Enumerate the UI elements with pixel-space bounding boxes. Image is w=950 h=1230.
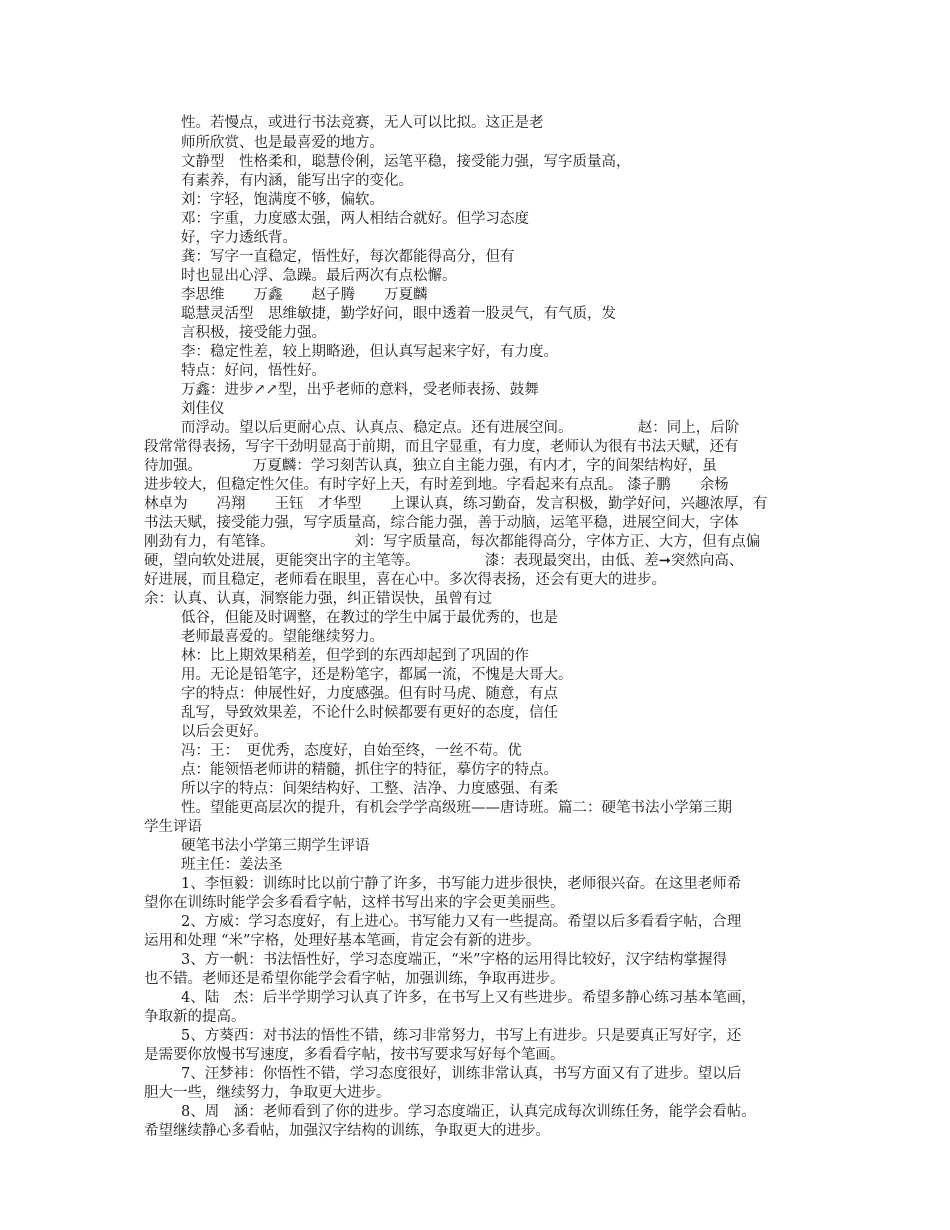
text-line: 4、陆 杰：后半学期学习认真了许多，在书写上又有些进步。希望多静心练习基本笔画， xyxy=(181,990,756,1006)
text-line: 待加强。 万夏麟：学习刻苦认真，独立自主能力强，有内才，字的间架结构好，虽 xyxy=(144,458,717,474)
text-line: 1、李恒毅：训练时比以前宁静了许多，书写能力进步很快，老师很兴奋。在这里老师希 xyxy=(181,876,742,892)
text-line: 好进展，而且稳定，老师看在眼里，喜在心中。多次得表扬，还会有更大的进步。 xyxy=(144,572,666,588)
text-line: 班主任：姜法圣 xyxy=(181,857,283,873)
text-line: 点：能领悟老师讲的精髓，抓住字的特征，摹仿字的特点。 xyxy=(181,762,558,778)
text-line: 刚劲有力，有笔锋。 刘：写字质量高，每次都能得高分，字体方正、大方，但有点偏 xyxy=(144,534,761,550)
text-line: 硬笔书法小学第三期学生评语 xyxy=(181,838,370,854)
text-line: 特点：好问，悟性好。 xyxy=(181,363,326,379)
text-line: 刘：字轻，饱满度不够，偏软。 xyxy=(181,192,384,208)
text-line: 冯：王： 更优秀，态度好，自始至终，一丝不苟。优 xyxy=(181,743,522,759)
text-line: 低谷，但能及时调整，在教过的学生中属于最优秀的，也是 xyxy=(181,610,558,626)
text-line: 李：稳定性差，较上期略逊，但认真写起来字好，有力度。 xyxy=(181,344,558,360)
text-line: 望你在训练时能学会多看看字帖，这样书写出来的字会更美丽些。 xyxy=(144,895,565,911)
text-line: 乱写，导致效果差，不论什么时候都要有更好的态度，信任 xyxy=(181,705,558,721)
text-line: 书法天赋，接受能力强，写字质量高，综合能力强，善于动脑，运笔平稳，进展空间大，字体 xyxy=(144,515,739,531)
text-line: 老师最喜爱的。望能继续努力。 xyxy=(181,629,384,645)
text-line: 进步较大，但稳定性欠佳。有时字好上天，有时差到地。字看起来有点乱。 漆子鹏 余杨 xyxy=(144,477,729,493)
text-line: 林卓为 冯翔 王钰 才华型 上课认真，练习勤奋，发言积极，勤学好问，兴趣浓厚，有 xyxy=(144,496,768,512)
text-line: 用。无论是铅笔字，还是粉笔字，都属一流，不愧是大哥大。 xyxy=(181,667,573,683)
text-line: 聪慧灵活型 思维敏捷，勤学好问，眼中透着一股灵气，有气质，发 xyxy=(181,306,616,322)
text-line: 7、汪梦袆：你悟性不错，学习态度很好，训练非常认真，书写方面又有了进步。望以后 xyxy=(181,1066,742,1082)
text-line: 5、方葵西：对书法的悟性不错，练习非常努力，书写上有进步。只是要真正写好字，还 xyxy=(181,1028,742,1044)
text-line: 好，字力透纸背。 xyxy=(181,230,297,246)
text-line: 以后会更好。 xyxy=(181,724,268,740)
text-line: 性。若慢点，或进行书法竞赛，无人可以比拟。这正是老 xyxy=(181,115,544,131)
text-line: 而浮动。望以后更耐心点、认真点、稳定点。还有进展空间。 赵：同上，后阶 xyxy=(181,420,740,436)
text-line: 运用和处理 “米”字格，处理好基本笔画，肯定会有新的进步。 xyxy=(144,933,541,949)
text-line: 也不错。老师还是希望你能学会看字帖，加强训练，争取再进步。 xyxy=(144,971,565,987)
text-line: 8、周 涵：老师看到了你的进步。学习态度端正，认真完成每次训练任务，能学会看帖。 xyxy=(181,1104,756,1120)
text-line: 性。望能更高层次的提升，有机会学学高级班——唐诗班。篇二：硬笔书法小学第三期 xyxy=(181,800,732,816)
text-line: 言积极，接受能力强。 xyxy=(181,325,326,341)
text-line: 硬，望向软处进展，更能突出字的主笔等。 漆：表现最突出，由低、差➞突然向高、 xyxy=(144,553,744,569)
text-line: 有素养，有内涵，能写出字的变化。 xyxy=(181,173,413,189)
text-line: 时也显出心浮、急躁。最后两次有点松懈。 xyxy=(181,268,457,284)
text-line: 邓：字重，力度感太强，两人相结合就好。但学习态度 xyxy=(181,211,529,227)
text-line: 万鑫：进步↗↗型，出乎老师的意料，受老师表扬、鼓舞 xyxy=(181,382,539,398)
text-line: 2、方威：学习态度好，有上进心。书写能力又有一些提高。希望以后多看看字帖，合理 xyxy=(181,914,742,930)
text-line: 林：比上期效果稍差，但学到的东西却起到了巩固的作 xyxy=(181,648,529,664)
text-line: 龚：写字一直稳定，悟性好，每次都能得高分，但有 xyxy=(181,249,515,265)
text-line: 是需要你放慢书写速度，多看看字帖，按书写要求写好每个笔画。 xyxy=(144,1047,565,1063)
text-line: 李思维 万鑫 赵子腾 万夏麟 xyxy=(181,287,428,303)
text-line: 学生评语 xyxy=(144,819,202,835)
text-line: 师所欣赏、也是最喜爱的地方。 xyxy=(181,135,384,151)
text-line: 希望继续静心多看帖，加强汉字结构的训练，争取更大的进步。 xyxy=(144,1123,550,1139)
text-line: 余：认真、认真，洞察能力强，纠正错误快，虽曾有过 xyxy=(144,591,492,607)
text-line: 段常常得表扬，写字干劲明显高于前期，而且字显重，有力度，老师认为很有书法天赋，还有 xyxy=(144,439,739,455)
text-line: 3、方一帆：书法悟性好，学习态度端正，“米”字格的运用得比较好，汉字结构掌握得 xyxy=(181,952,728,968)
text-line: 胆大一些，继续努力，争取更大进步。 xyxy=(144,1085,391,1101)
text-line: 文静型 性格柔和，聪慧伶俐，运笔平稳，接受能力强，写字质量高， xyxy=(181,154,631,170)
text-line: 争取新的提高。 xyxy=(144,1009,246,1025)
text-line: 刘佳仪 xyxy=(181,401,225,417)
text-line: 所以字的特点：间架结构好、工整、洁净、力度感强、有柔 xyxy=(181,781,558,797)
text-line: 字的特点：伸展性好，力度感强。但有时马虎、随意，有点 xyxy=(181,686,558,702)
